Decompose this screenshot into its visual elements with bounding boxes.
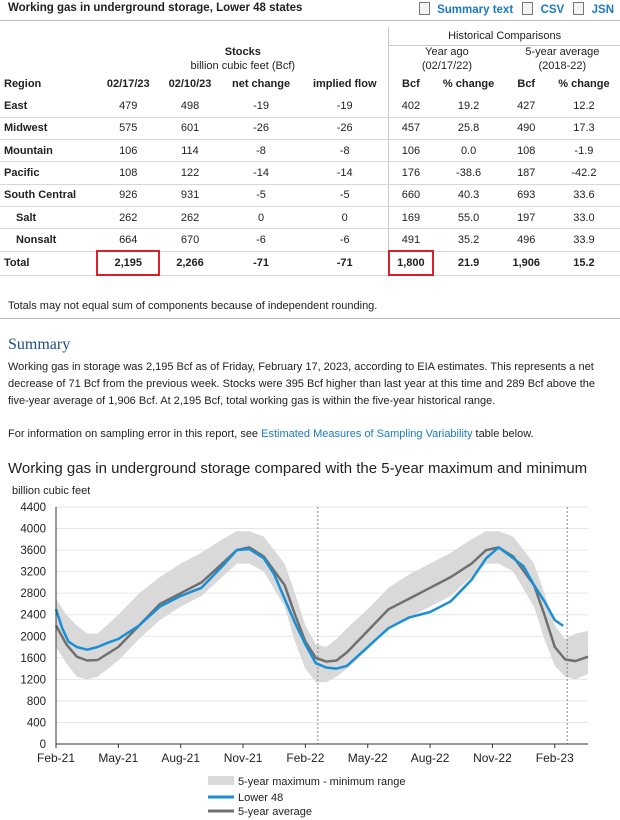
- table-row: [0, 140, 620, 162]
- cell-region: Mountain: [0, 140, 97, 162]
- cell-implied-flow: -26: [301, 117, 389, 139]
- cell-current: 108: [97, 162, 159, 184]
- cell-region: Salt: [0, 206, 97, 228]
- cell-year-ago-bcf: 491: [389, 229, 433, 251]
- x-tick-label: Aug-21: [161, 751, 201, 765]
- cell-year-ago-pct: 19.2: [433, 95, 505, 117]
- summary-text: Working gas in storage was 2,195 Bcf as of Friday, February 17, 2023, according to EIA estimates. This represents a net decrease of 71 Bcf from the previous week. Stocks were 395 Bcf higher than last year at this time and 289 Bcf above the five-year average of 1,906 Bcf. At 2,195 Bcf, total working gas is within the five-year historical range.: [8, 361, 595, 407]
- cell-net-change: -5: [221, 184, 301, 206]
- cell-year-ago-bcf: 660: [389, 184, 433, 206]
- legend-label: Lower 48: [238, 792, 284, 804]
- cell-region: Nonsalt: [0, 229, 97, 251]
- cell-region: East: [0, 95, 97, 117]
- cell-avg-bcf: 108: [505, 140, 548, 162]
- five-year-header: 5-year average: [525, 46, 600, 59]
- cell-region: Total: [0, 251, 97, 275]
- y-tick-label: 4000: [20, 523, 46, 536]
- cell-prior: 262: [159, 206, 221, 228]
- cell-net-change: 0: [221, 206, 301, 228]
- cell-prior: 114: [159, 140, 221, 162]
- col-year-ago-bcf: Bcf: [389, 73, 433, 95]
- cell-year-ago-bcf: 457: [389, 117, 433, 139]
- cell-avg-pct: 33.0: [548, 206, 620, 228]
- cell-year-ago-pct: 0.0: [433, 140, 505, 162]
- y-tick-label: 3200: [20, 566, 46, 579]
- sampling-info: [8, 428, 534, 440]
- cell-year-ago-pct: 25.8: [433, 117, 505, 139]
- sampling-variability-link[interactable]: Estimated Measures of Sampling Variability: [261, 428, 473, 440]
- cell-year-ago-bcf: 106: [389, 140, 433, 162]
- cell-net-change: -19: [221, 95, 301, 117]
- rounding-note: Totals may not equal sum of components because of independent rounding.: [8, 300, 378, 312]
- cell-prior: 498: [159, 95, 221, 117]
- cell-implied-flow: -6: [301, 229, 389, 251]
- y-tick-label: 2800: [20, 588, 46, 601]
- cell-year-ago-pct: 55.0: [433, 206, 505, 228]
- x-tick-label: Aug-22: [410, 751, 450, 765]
- table-row: [0, 95, 620, 117]
- cell-current: 2,195: [97, 251, 159, 275]
- table-row: [0, 229, 620, 251]
- cell-implied-flow: -14: [301, 162, 389, 184]
- cell-year-ago-pct: -38.6: [433, 162, 505, 184]
- legend-label: 5-year maximum - minimum range: [238, 776, 406, 788]
- cell-current: 575: [97, 117, 159, 139]
- col-year-ago-pct: % change: [442, 78, 495, 90]
- col-current-week: 02/17/23: [106, 78, 150, 90]
- summary-text-link[interactable]: Summary text: [437, 4, 514, 16]
- cell-prior: 670: [159, 229, 221, 251]
- x-tick-label: Feb-21: [36, 751, 76, 765]
- summary-title: Summary: [8, 336, 71, 353]
- y-tick-label: 800: [26, 695, 46, 708]
- info-suffix: table below.: [472, 428, 534, 440]
- stocks-unit: billion cubic feet (Bcf): [190, 60, 296, 72]
- cell-net-change: -71: [221, 251, 301, 275]
- historical-comparisons-header: Historical Comparisons: [389, 27, 620, 45]
- col-region: Region: [4, 78, 42, 90]
- table-row: [0, 162, 620, 184]
- cell-current: 926: [97, 184, 159, 206]
- page-title: Working gas in underground storage, Lower 48 states: [8, 2, 303, 14]
- legend-range-swatch: [208, 776, 234, 785]
- cell-avg-pct: 33.6: [548, 184, 620, 206]
- y-tick-label: 0: [39, 739, 46, 751]
- cell-avg-bcf: 496: [505, 229, 548, 251]
- legend-label: 5-year average: [238, 806, 312, 818]
- col-prior-week: 02/10/23: [168, 78, 212, 90]
- y-tick-label: 2000: [20, 631, 46, 644]
- table-row: [0, 206, 620, 228]
- x-tick-label: Feb-22: [286, 751, 325, 765]
- cell-year-ago-bcf: 169: [389, 206, 433, 228]
- cell-prior: 122: [159, 162, 221, 184]
- cell-avg-pct: 12.2: [548, 95, 620, 117]
- table-row: [0, 117, 620, 139]
- five-year-range: (2018-22): [538, 60, 587, 72]
- year-ago-date: (02/17/22): [389, 59, 505, 73]
- cell-prior: 601: [159, 117, 221, 139]
- cell-implied-flow: 0: [301, 206, 389, 228]
- x-tick-label: Nov-21: [223, 751, 263, 765]
- cell-current: 262: [97, 206, 159, 228]
- y-tick-label: 1600: [20, 652, 46, 665]
- cell-implied-flow: -19: [301, 95, 389, 117]
- cell-year-ago-pct: 35.2: [433, 229, 505, 251]
- json-file-icon: [573, 2, 584, 15]
- y-tick-label: 2400: [20, 609, 46, 622]
- y-tick-label: 400: [26, 717, 46, 730]
- col-implied-flow: implied flow: [312, 78, 377, 90]
- download-links: [413, 2, 614, 16]
- cell-net-change: -8: [221, 140, 301, 162]
- cell-prior: 931: [159, 184, 221, 206]
- cell-implied-flow: -71: [301, 251, 389, 275]
- cell-net-change: -6: [221, 229, 301, 251]
- document-icon: [419, 2, 430, 15]
- cell-implied-flow: -8: [301, 140, 389, 162]
- storage-chart: [0, 495, 620, 820]
- cell-region: Pacific: [0, 162, 97, 184]
- table-row: [0, 184, 620, 206]
- cell-year-ago-bcf: 1,800: [389, 251, 433, 275]
- cell-current: 479: [97, 95, 159, 117]
- cell-avg-bcf: 693: [505, 184, 548, 206]
- json-link[interactable]: JSN: [591, 4, 614, 16]
- x-tick-label: Feb-23: [535, 751, 574, 765]
- x-tick-label: May-21: [98, 751, 139, 765]
- x-tick-label: May-22: [347, 751, 388, 765]
- cell-net-change: -26: [221, 117, 301, 139]
- cell-avg-bcf: 197: [505, 206, 548, 228]
- cell-prior: 2,266: [159, 251, 221, 275]
- info-prefix: For information on sampling error in this report, see: [8, 428, 262, 440]
- cell-avg-bcf: 187: [505, 162, 548, 184]
- cell-year-ago-pct: 40.3: [433, 184, 505, 206]
- page-header: [0, 0, 620, 21]
- col-avg-bcf: Bcf: [517, 78, 536, 90]
- cell-avg-bcf: 1,906: [505, 251, 548, 275]
- cell-year-ago-bcf: 176: [389, 162, 433, 184]
- cell-avg-bcf: 427: [505, 95, 548, 117]
- x-tick-label: Nov-22: [473, 751, 512, 765]
- stocks-header: Stocks: [224, 46, 261, 58]
- divider: [0, 318, 620, 319]
- cell-avg-pct: 33.9: [548, 229, 620, 251]
- cell-region: South Central: [0, 184, 97, 206]
- y-tick-label: 1200: [20, 674, 46, 687]
- cell-avg-pct: 17.3: [548, 117, 620, 139]
- cell-year-ago-pct: 21.9: [433, 251, 505, 275]
- csv-file-icon: [522, 2, 533, 15]
- cell-avg-pct: -42.2: [548, 162, 620, 184]
- cell-avg-pct: 15.2: [548, 251, 620, 275]
- table-row: [0, 251, 620, 275]
- chart-y-label: billion cubic feet: [12, 485, 91, 497]
- cell-avg-pct: -1.9: [548, 140, 620, 162]
- col-net-change: net change: [232, 78, 291, 90]
- year-ago-header: Year ago: [389, 45, 505, 59]
- csv-link[interactable]: CSV: [540, 4, 565, 16]
- cell-avg-bcf: 490: [505, 117, 548, 139]
- cell-implied-flow: -5: [301, 184, 389, 206]
- cell-region: Midwest: [0, 117, 97, 139]
- chart-title: Working gas in underground storage compared with the 5-year maximum and minimum: [8, 460, 588, 477]
- cell-current: 106: [97, 140, 159, 162]
- cell-year-ago-bcf: 402: [389, 95, 433, 117]
- y-tick-label: 3600: [20, 545, 46, 558]
- storage-table: [0, 27, 620, 276]
- col-avg-pct: % change: [558, 78, 610, 90]
- cell-current: 664: [97, 229, 159, 251]
- cell-net-change: -14: [221, 162, 301, 184]
- y-tick-label: 4400: [20, 502, 46, 514]
